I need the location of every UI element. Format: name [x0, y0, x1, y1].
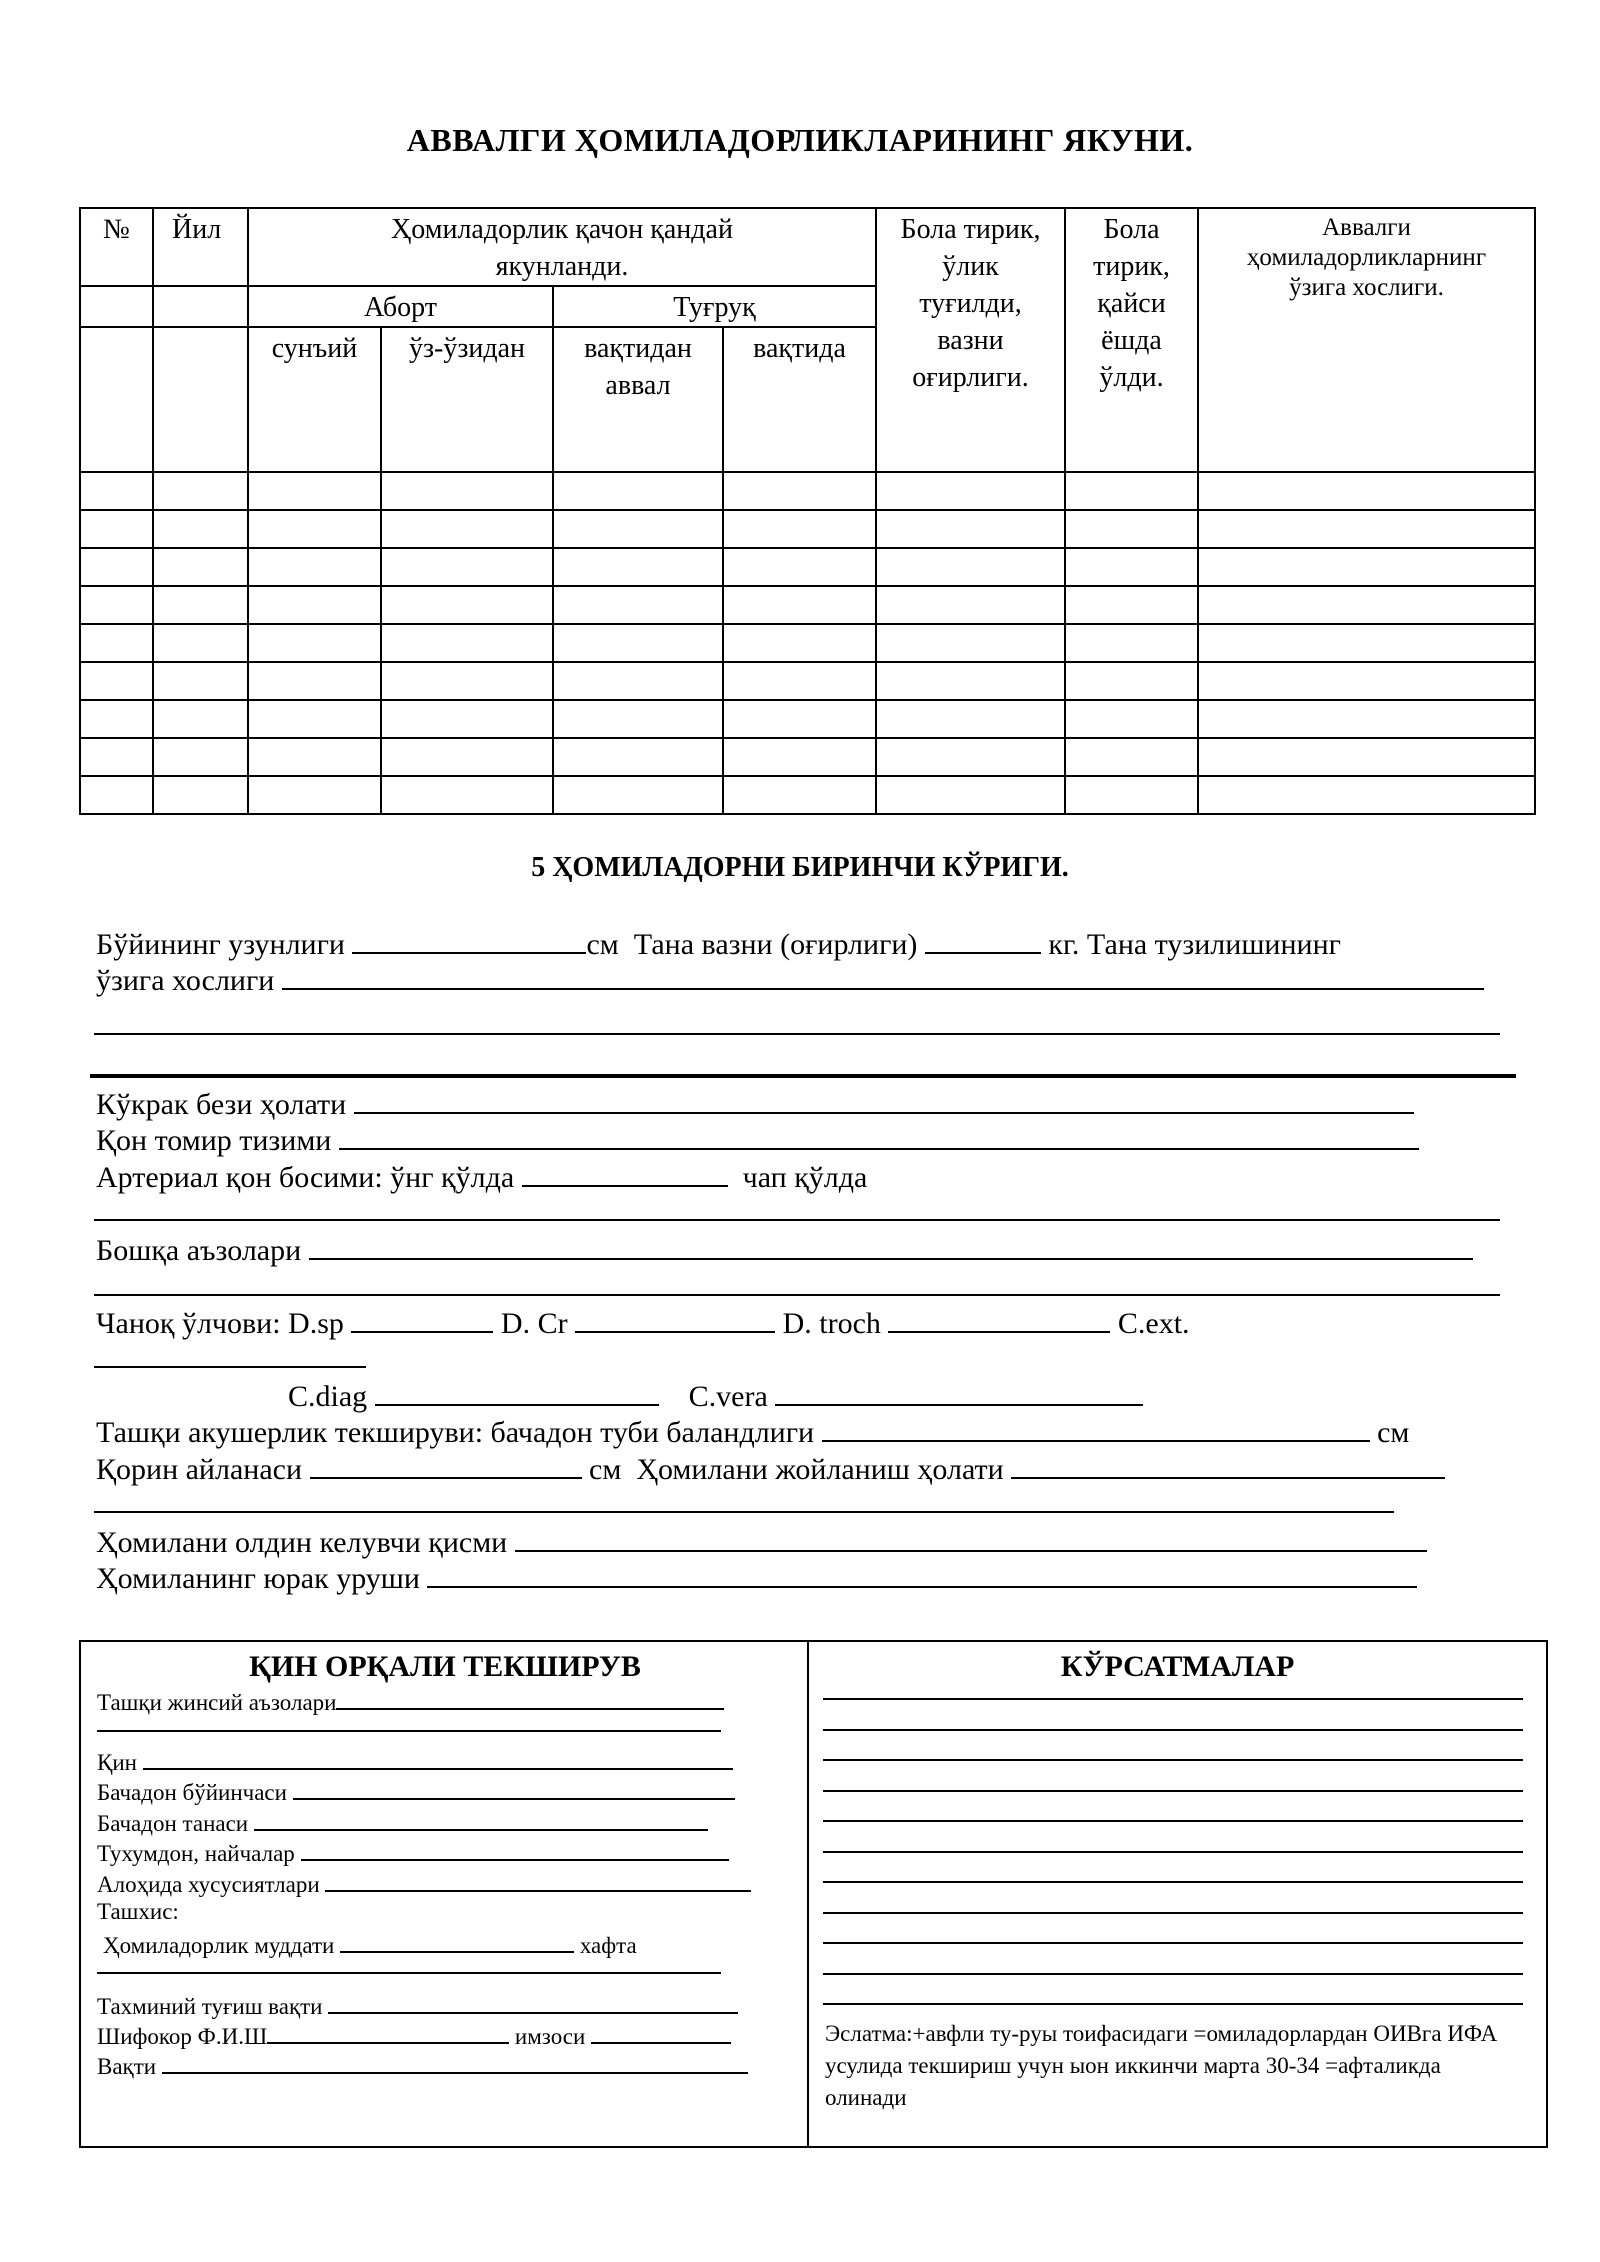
table-cell[interactable]	[723, 586, 876, 624]
table-cell[interactable]	[1065, 738, 1198, 776]
table-row	[80, 548, 1535, 586]
uterus-body-field[interactable]	[254, 1807, 708, 1831]
table-cell[interactable]	[1065, 662, 1198, 700]
table-cell[interactable]	[153, 548, 248, 586]
table-cell[interactable]	[1198, 700, 1535, 738]
external-genitals-field[interactable]	[336, 1686, 724, 1710]
vagina-field[interactable]	[143, 1746, 733, 1770]
table-cell[interactable]	[153, 472, 248, 510]
table-cell[interactable]	[80, 548, 153, 586]
table-cell[interactable]	[876, 586, 1065, 624]
header-blank	[80, 286, 153, 327]
page-title: АВВАЛГИ ҲОМИЛАДОРЛИКЛАРИНИНГ ЯКУНИ.	[406, 122, 1194, 158]
table-cell[interactable]	[553, 510, 723, 548]
indications-box	[807, 1640, 1548, 2148]
c-diag-line: C.diag C.vera	[288, 1376, 1143, 1415]
table-cell[interactable]	[248, 472, 381, 510]
header-birth: Туғруқ	[553, 286, 876, 327]
section-divider	[90, 1074, 1516, 1078]
table-cell[interactable]	[1198, 662, 1535, 700]
body-build-line: ўзига хослиги	[96, 960, 1484, 999]
table-row	[80, 586, 1535, 624]
indications-line[interactable]	[823, 1973, 1523, 1975]
table-cell[interactable]	[553, 700, 723, 738]
table-cell[interactable]	[80, 776, 153, 814]
table-row	[80, 662, 1535, 700]
presenting-part-field[interactable]	[515, 1522, 1427, 1552]
table-cell[interactable]	[876, 624, 1065, 662]
ovaries-line: Тухумдон, найчалар	[97, 1837, 729, 1868]
indications-line[interactable]	[823, 1790, 1523, 1792]
note-text: Эслатма:+авфли ту-руы тоифасидаги =омиладорлардан ОИВга ИФА усулида текшириш учун ыон иккинчи марта 30-34 =афталикда олинади	[825, 2021, 1498, 2110]
table-cell[interactable]	[1065, 472, 1198, 510]
table-cell[interactable]	[876, 700, 1065, 738]
table-cell[interactable]	[1065, 548, 1198, 586]
table-cell[interactable]	[153, 586, 248, 624]
header-child-alive: Бола тирик, ўлик туғилди, вазни оғирлиги.	[876, 208, 1065, 472]
presenting-part-line: Ҳомилани олдин келувчи қисми	[96, 1522, 1427, 1561]
table-cell[interactable]	[381, 700, 553, 738]
table-cell[interactable]	[723, 738, 876, 776]
table-cell[interactable]	[553, 738, 723, 776]
gestational-age-line: Ҳомиладорлик муддати хафта	[103, 1929, 637, 1960]
table-cell[interactable]	[553, 472, 723, 510]
table-cell[interactable]	[381, 738, 553, 776]
d-troch-field[interactable]	[888, 1303, 1110, 1333]
table-row	[80, 776, 1535, 814]
table-cell[interactable]	[723, 548, 876, 586]
table-cell[interactable]	[248, 662, 381, 700]
height-field[interactable]	[352, 924, 586, 954]
table-cell[interactable]	[80, 624, 153, 662]
table-cell[interactable]	[1198, 472, 1535, 510]
table-cell[interactable]	[1065, 776, 1198, 814]
indications-line[interactable]	[823, 2003, 1523, 2005]
fetal-position-field[interactable]	[1011, 1449, 1445, 1479]
other-organs-field[interactable]	[309, 1230, 1473, 1260]
table-cell[interactable]	[381, 624, 553, 662]
table-cell[interactable]	[723, 510, 876, 548]
heartbeat-field[interactable]	[427, 1558, 1417, 1588]
d-sp-field[interactable]	[351, 1303, 493, 1333]
table-cell[interactable]	[876, 548, 1065, 586]
header-number: №	[80, 208, 153, 286]
table-cell[interactable]	[80, 700, 153, 738]
table-cell[interactable]	[876, 776, 1065, 814]
expected-delivery-line: Тахминий туғиш вақти	[97, 1990, 738, 2021]
table-cell[interactable]	[248, 776, 381, 814]
table-cell[interactable]	[1065, 700, 1198, 738]
table-row	[80, 700, 1535, 738]
table-cell[interactable]	[876, 472, 1065, 510]
blank-line[interactable]	[97, 1972, 721, 1974]
gestational-age-field[interactable]	[340, 1929, 574, 1953]
header-features: Аввалги ҳомиладорликларнинг ўзига хослиги.	[1198, 208, 1535, 472]
table-cell[interactable]	[1198, 738, 1535, 776]
table-row	[80, 624, 1535, 662]
table-cell[interactable]	[80, 472, 153, 510]
c-vera-field[interactable]	[775, 1376, 1143, 1406]
table-cell[interactable]	[553, 624, 723, 662]
blank-line[interactable]	[94, 1511, 1394, 1513]
indications-line[interactable]	[823, 1729, 1523, 1731]
table-cell[interactable]	[1065, 586, 1198, 624]
doctor-name-field[interactable]	[267, 2020, 509, 2044]
header-outcome: Ҳомиладорлик қачон қандай якунланди.	[248, 208, 876, 286]
special-features-field[interactable]	[325, 1868, 751, 1892]
c-ext-field[interactable]	[94, 1366, 366, 1368]
indications-line[interactable]	[823, 1881, 1523, 1883]
table-row	[80, 472, 1535, 510]
cervix-line: Бачадон бўйинчаси	[97, 1776, 735, 1807]
table-cell[interactable]	[248, 586, 381, 624]
bp-right-field[interactable]	[522, 1157, 728, 1187]
vascular-line: Қон томир тизими	[96, 1120, 1419, 1159]
table-cell[interactable]	[1198, 510, 1535, 548]
table-cell[interactable]	[153, 776, 248, 814]
expected-delivery-field[interactable]	[328, 1990, 738, 2014]
table-cell[interactable]	[1198, 624, 1535, 662]
table-cell[interactable]	[553, 776, 723, 814]
table-cell[interactable]	[876, 662, 1065, 700]
table-cell[interactable]	[248, 510, 381, 548]
indications-line[interactable]	[823, 1942, 1523, 1944]
date-field[interactable]	[162, 2050, 748, 2074]
table-cell[interactable]	[723, 662, 876, 700]
table-cell[interactable]	[381, 472, 553, 510]
table-cell[interactable]	[553, 662, 723, 700]
table-cell[interactable]	[553, 548, 723, 586]
ovaries-field[interactable]	[301, 1837, 729, 1861]
table-cell[interactable]	[553, 586, 723, 624]
abdomen-field[interactable]	[310, 1449, 582, 1479]
table-cell[interactable]	[876, 510, 1065, 548]
header-blank	[80, 327, 153, 472]
table-cell[interactable]	[153, 738, 248, 776]
table-cell[interactable]	[80, 738, 153, 776]
external-genitals-line: Ташқи жинсий аъзолари	[97, 1686, 724, 1717]
doctor-line: Шифокор Ф.И.Ш имзоси	[97, 2020, 731, 2051]
header-blank	[153, 286, 248, 327]
bp-left-field[interactable]	[94, 1219, 1500, 1221]
vascular-field[interactable]	[339, 1120, 1419, 1150]
header-preterm: вақтидан аввал	[553, 327, 723, 472]
table-cell[interactable]	[876, 738, 1065, 776]
c-diag-field[interactable]	[375, 1376, 659, 1406]
header-year: Йил	[153, 208, 248, 286]
special-features-line: Алоҳида хусусиятлари	[97, 1868, 751, 1899]
table-cell[interactable]	[381, 510, 553, 548]
table-cell[interactable]	[248, 548, 381, 586]
table-cell[interactable]	[153, 624, 248, 662]
heartbeat-line: Ҳомиланинг юрак уруши	[96, 1558, 1417, 1597]
breast-line: Кўкрак бези ҳолати	[96, 1084, 1414, 1123]
indications-line[interactable]	[823, 1912, 1523, 1914]
table-cell[interactable]	[381, 548, 553, 586]
vaginal-exam-box	[79, 1640, 809, 2148]
table-cell[interactable]	[723, 624, 876, 662]
diagnosis-label: Ташхис:	[97, 1899, 179, 1924]
table-cell[interactable]	[80, 586, 153, 624]
indications-line[interactable]	[823, 1820, 1523, 1822]
table-cell[interactable]	[381, 662, 553, 700]
cervix-field[interactable]	[293, 1776, 735, 1800]
header-term: вақтида	[723, 327, 876, 472]
table-cell[interactable]	[381, 776, 553, 814]
blood-pressure-line: Артериал қон босими: ўнг қўлда чап қўлда	[96, 1157, 867, 1196]
date-line: Вақти	[97, 2050, 748, 2081]
table-cell[interactable]	[1198, 548, 1535, 586]
vaginal-exam-title: ҚИН ОРҚАЛИ ТЕКШИРУВ	[249, 1650, 641, 1683]
indications-title: КЎРСАТМАЛАР	[1060, 1650, 1295, 1683]
blank-line[interactable]	[94, 1294, 1500, 1296]
signature-field[interactable]	[591, 2020, 731, 2044]
header-spontaneous: ўз-ўзидан	[381, 327, 553, 472]
table-cell[interactable]	[248, 624, 381, 662]
table-cell[interactable]	[153, 662, 248, 700]
table-cell[interactable]	[248, 738, 381, 776]
table-cell[interactable]	[723, 776, 876, 814]
previous-pregnancies-table	[79, 207, 1536, 815]
indications-line[interactable]	[823, 1698, 1523, 1700]
section-title-first-exam: 5 ҲОМИЛАДОРНИ БИРИНЧИ КЎРИГИ.	[531, 852, 1069, 883]
weight-field[interactable]	[925, 924, 1041, 954]
table-row	[80, 738, 1535, 776]
table-cell[interactable]	[1065, 510, 1198, 548]
height-weight-line: Бўйининг узунлиги см Тана вазни (оғирлиги) кг. Тана тузилишининг	[96, 924, 1341, 963]
table-cell[interactable]	[723, 472, 876, 510]
uterus-body-line: Бачадон танаси	[97, 1807, 708, 1838]
table-cell[interactable]	[1065, 624, 1198, 662]
table-cell[interactable]	[248, 700, 381, 738]
fundus-line: Ташқи акушерлик текшируви: бачадон туби баландлиги см	[96, 1412, 1409, 1451]
other-organs-line: Бошқа аъзолари	[96, 1230, 1473, 1269]
d-cr-field[interactable]	[575, 1303, 775, 1333]
body-build-field[interactable]	[282, 960, 1484, 990]
header-abort: Аборт	[248, 286, 553, 327]
table-row	[80, 510, 1535, 548]
blank-line[interactable]	[97, 1730, 721, 1732]
table-cell[interactable]	[153, 700, 248, 738]
breast-field[interactable]	[354, 1084, 1414, 1114]
table-cell[interactable]	[80, 662, 153, 700]
table-cell[interactable]	[1198, 776, 1535, 814]
vagina-line: Қин	[97, 1746, 733, 1777]
indications-line[interactable]	[823, 1759, 1523, 1761]
table-cell[interactable]	[80, 510, 153, 548]
table-cell[interactable]	[381, 586, 553, 624]
header-blank	[153, 327, 248, 472]
pelvis-line: Чаноқ ўлчови: D.sp D. Cr D. troch C.ext.	[96, 1303, 1190, 1342]
table-cell[interactable]	[1198, 586, 1535, 624]
blank-line[interactable]	[94, 1033, 1500, 1035]
table-cell[interactable]	[153, 510, 248, 548]
table-cell[interactable]	[723, 700, 876, 738]
fundus-field[interactable]	[822, 1412, 1370, 1442]
header-child-died: Бола тирик, қайси ёшда ўлди.	[1065, 208, 1198, 472]
abdomen-line: Қорин айланаси см Ҳомилани жойланиш ҳолати	[96, 1449, 1445, 1488]
header-artificial: сунъий	[248, 327, 381, 472]
indications-line[interactable]	[823, 1851, 1523, 1853]
